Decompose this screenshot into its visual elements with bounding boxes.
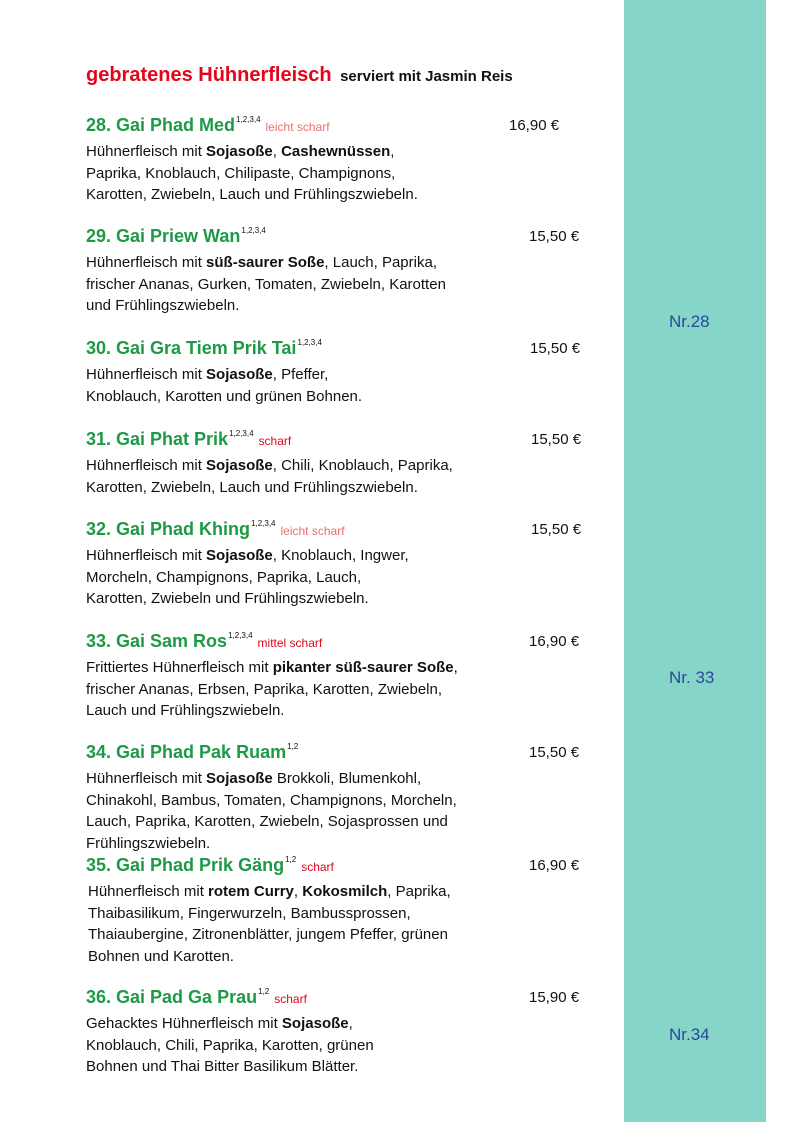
ingredient-text: ,: [293, 883, 303, 900]
ingredient-text: Knoblauch, Karotten und grünen Bohnen.: [86, 387, 363, 405]
description-line: [86, 657, 606, 679]
dish-description: [86, 1013, 606, 1078]
dish-price: 15,90 €: [529, 989, 580, 1006]
ingredient-text: Morcheln, Champignons, Paprika, Lauch,: [86, 568, 362, 586]
spice-level: scharf: [258, 434, 292, 448]
description-line: [86, 252, 606, 274]
dish-description: [86, 768, 606, 854]
description-line: [86, 768, 606, 790]
ingredient-text: Gehacktes Hühnerfleisch mit: [86, 1015, 282, 1032]
description-line: [86, 545, 606, 567]
highlighted-ingredient: Kokosmilch: [302, 883, 388, 900]
ingredient-text: Paprika, Knoblauch, Chilipaste, Champignons,: [86, 164, 396, 182]
spice-level: scharf: [301, 860, 334, 874]
dish-name: 30. Gai Gra Tiem Prik Tai: [86, 338, 297, 358]
dish-title-row: [86, 226, 606, 252]
highlighted-ingredient: Cashewnüssen: [281, 143, 391, 160]
ingredient-text: Hühnerfleisch mit: [88, 883, 209, 900]
ingredient-text: Hühnerfleisch mit: [86, 254, 207, 271]
description-line: [86, 588, 606, 610]
allergen-codes: 1,2,3,4: [236, 115, 261, 124]
ingredient-text: und Frühlingszwiebeln.: [86, 297, 240, 314]
dish-description: [86, 545, 606, 610]
description-line: [86, 364, 606, 386]
description-line: [86, 163, 606, 185]
description-line: [86, 567, 606, 589]
description-line: [86, 455, 606, 477]
sidebar-label-nr28: Nr.28: [669, 312, 710, 331]
dish-description: [86, 657, 606, 722]
dish-title-row: [86, 429, 606, 455]
ingredient-text: Knoblauch, Chili, Paprika, Karotten, grünen: [86, 1036, 374, 1054]
ingredient-text: Brokkoli, Blumenkohl,: [272, 770, 422, 787]
ingredient-text: Hühnerfleisch mit: [86, 143, 207, 160]
allergen-codes: 1,2,3,4: [297, 338, 322, 347]
dish-title-row: [86, 115, 606, 141]
allergen-codes: 1,2: [285, 855, 297, 864]
highlighted-ingredient: Sojasoße: [281, 1015, 349, 1032]
dish-name: 36. Gai Pad Ga Prau: [86, 987, 258, 1007]
dish-title-row: [86, 987, 606, 1013]
ingredient-text: ,: [348, 1015, 353, 1032]
description-line: [86, 833, 606, 855]
dish-item: [86, 115, 606, 206]
description-line: [86, 1056, 606, 1078]
section-header: [86, 64, 513, 87]
ingredient-text: , Lauch, Paprika,: [324, 254, 437, 271]
dish-price: 15,50 €: [531, 521, 582, 538]
ingredient-text: Bohnen und Karotten.: [88, 947, 234, 965]
dish-title-row: [86, 742, 606, 768]
description-line: [86, 141, 606, 163]
highlighted-ingredient: Sojasoße: [206, 770, 273, 787]
allergen-codes: 1,2,3,4: [251, 519, 276, 528]
dish-name: 33. Gai Sam Ros: [86, 631, 228, 651]
description-line: [86, 295, 606, 317]
ingredient-text: Bohnen und Thai Bitter Basilikum Blätter.: [86, 1058, 359, 1075]
highlighted-ingredient: Sojasoße: [206, 143, 273, 160]
spice-level: scharf: [274, 992, 307, 1006]
dish-item: [86, 855, 606, 967]
ingredient-text: ,: [390, 143, 395, 160]
ingredient-text: Hühnerfleisch mit: [86, 457, 207, 474]
ingredient-text: Thaiaubergine, Zitronenblätter, jungem Pfeffer, grünen: [88, 926, 448, 943]
ingredient-text: , Chili, Knoblauch, Paprika,: [272, 457, 453, 474]
dish-description: [86, 881, 606, 967]
dish-item: [86, 631, 606, 722]
dish-price: 15,50 €: [531, 431, 582, 448]
dish-name: 35. Gai Phad Prik Gäng: [86, 855, 285, 875]
allergen-codes: 1,2: [258, 987, 270, 996]
description-line: [86, 274, 606, 296]
ingredient-text: Karotten, Zwiebeln und Frühlingszwiebeln.: [86, 590, 369, 607]
ingredient-text: Hühnerfleisch mit: [86, 770, 207, 787]
highlighted-ingredient: Sojasoße: [206, 547, 273, 564]
spice-level: mittel scharf: [257, 636, 323, 650]
ingredient-text: Lauch und Frühlingszwiebeln.: [86, 702, 285, 719]
dish-name: 29. Gai Priew Wan: [86, 226, 241, 246]
description-line: [86, 386, 606, 408]
section-title: gebratenes Hühnerfleisch: [86, 64, 332, 86]
highlighted-ingredient: pikanter süß-saurer Soße: [272, 659, 454, 676]
dish-name: 32. Gai Phad Khing: [86, 519, 251, 539]
dish-price: 16,90 €: [529, 857, 580, 874]
dish-price: 15,50 €: [529, 228, 580, 245]
dish-price: 15,50 €: [529, 744, 580, 761]
highlighted-ingredient: Sojasoße: [206, 457, 273, 474]
dish-item: [86, 742, 606, 854]
dish-description: [86, 141, 606, 206]
dish-description: [86, 252, 606, 317]
ingredient-text: Lauch, Paprika, Karotten, Zwiebeln, Sojasprossen und: [86, 813, 448, 830]
dish-item: [86, 987, 606, 1078]
dish-title-row: [86, 338, 606, 364]
description-line: [86, 1035, 606, 1057]
ingredient-text: Hühnerfleisch mit: [86, 547, 207, 564]
description-line: [86, 477, 606, 499]
dish-item: [86, 226, 606, 317]
dish-price: 16,90 €: [509, 117, 560, 134]
sidebar-band: [624, 0, 766, 1122]
description-line: [86, 679, 606, 701]
dish-description: [86, 364, 606, 407]
allergen-codes: 1,2,3,4: [241, 226, 266, 235]
ingredient-text: ,: [453, 659, 458, 676]
spice-level: leicht scharf: [265, 120, 330, 134]
dish-description: [86, 455, 606, 498]
ingredient-text: frischer Ananas, Gurken, Tomaten, Zwiebeln, Karotten: [86, 275, 446, 293]
dish-name: 31. Gai Phat Prik: [86, 429, 229, 449]
ingredient-text: , Knoblauch, Ingwer,: [272, 547, 409, 564]
sidebar-label-nr33: Nr. 33: [669, 668, 715, 687]
description-line: [86, 700, 606, 722]
ingredient-text: Frühlingszwiebeln.: [86, 834, 211, 852]
allergen-codes: 1,2,3,4: [229, 429, 254, 438]
dish-name: 34. Gai Phad Pak Ruam: [86, 742, 287, 762]
dish-item: [86, 338, 606, 407]
spice-level: leicht scharf: [280, 524, 345, 538]
dish-price: 15,50 €: [530, 340, 581, 357]
highlighted-ingredient: Sojasoße: [206, 366, 273, 383]
allergen-codes: 1,2,3,4: [228, 631, 253, 640]
dish-title-row: [86, 631, 606, 657]
ingredient-text: Chinakohl, Bambus, Tomaten, Champignons, Morcheln,: [86, 791, 457, 809]
section-subtitle: serviert mit Jasmin Reis: [340, 68, 513, 85]
description-line: [86, 184, 606, 206]
description-line: [88, 924, 606, 946]
ingredient-text: Frittiertes Hühnerfleisch mit: [86, 659, 273, 676]
ingredient-text: frischer Ananas, Erbsen, Paprika, Karotten, Zwiebeln,: [86, 680, 443, 698]
dish-title-row: [86, 855, 606, 881]
dish-name: 28. Gai Phad Med: [86, 115, 236, 135]
dish-item: [86, 429, 606, 498]
description-line: [86, 1013, 606, 1035]
ingredient-text: , Paprika,: [387, 883, 451, 900]
dish-title-row: [86, 519, 606, 545]
ingredient-text: ,: [272, 143, 282, 160]
ingredient-text: Karotten, Zwiebeln, Lauch und Frühlingszwiebeln.: [86, 478, 418, 496]
description-line: [88, 881, 606, 903]
ingredient-text: Thaibasilikum, Fingerwurzeln, Bambussprossen,: [88, 904, 411, 922]
description-line: [86, 790, 606, 812]
ingredient-text: Hühnerfleisch mit: [86, 366, 207, 383]
dish-item: [86, 519, 606, 610]
sidebar-label-nr34: Nr.34: [669, 1025, 710, 1044]
highlighted-ingredient: süß-saurer Soße: [206, 254, 325, 271]
ingredient-text: , Pfeffer,: [272, 366, 329, 383]
description-line: [86, 811, 606, 833]
highlighted-ingredient: rotem Curry: [208, 883, 294, 900]
ingredient-text: Karotten, Zwiebeln, Lauch und Frühlingszwiebeln.: [86, 186, 418, 203]
allergen-codes: 1,2: [287, 742, 299, 751]
dish-price: 16,90 €: [529, 633, 580, 650]
description-line: [88, 946, 606, 968]
description-line: [88, 903, 606, 925]
